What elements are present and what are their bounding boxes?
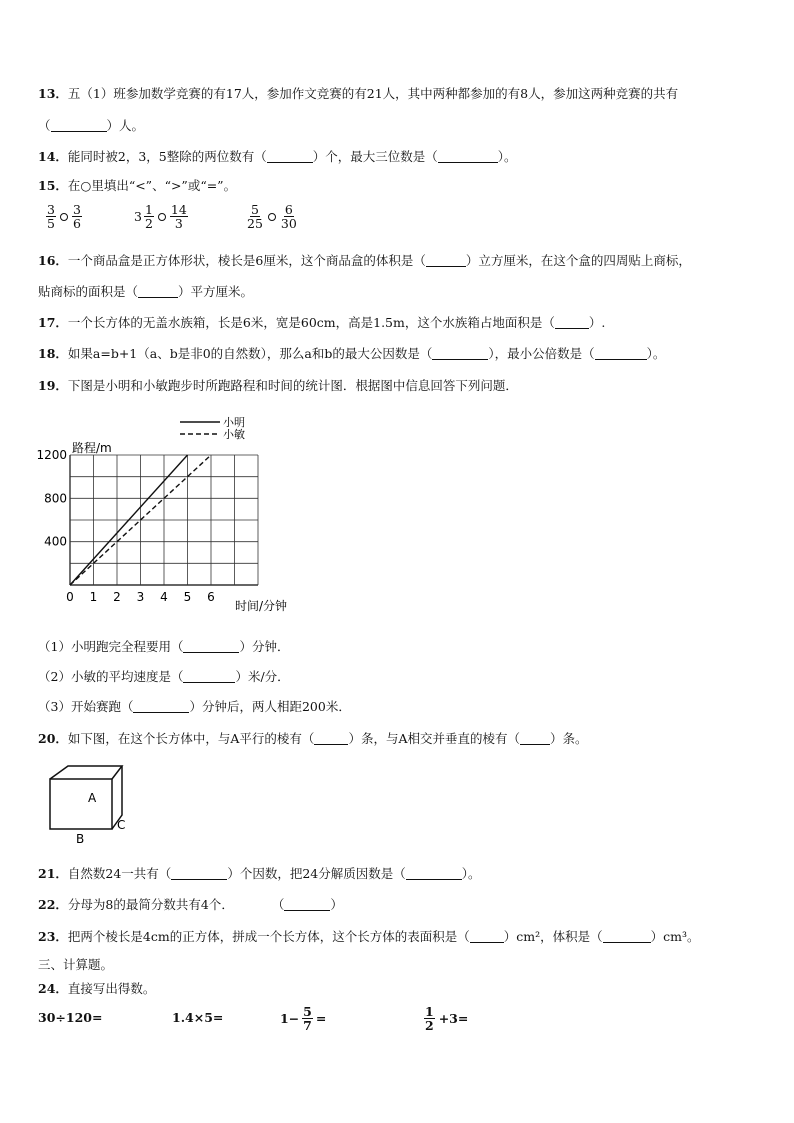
q15-c2-whole: 3 [134,209,142,225]
q19-sub-2 [38,667,290,685]
legend-label-1: 小明 [223,416,245,429]
q15-c2-right-fraction [170,203,188,230]
q16-blank-2[interactable] [138,285,178,298]
question-13 [38,84,678,102]
cuboid-figure [42,760,142,850]
chart-x-axis-label: 时间/分钟 [235,599,288,613]
q14-blank-1[interactable] [267,150,313,163]
legend-label-2: 小敏 [223,428,245,441]
question-19 [38,376,518,394]
x-tick-label: 5 [183,590,192,604]
q23-text-3: ）cm³。 [650,929,700,944]
q23-blank-2[interactable] [603,930,651,943]
denominator: 2 [144,216,153,232]
q23-number: 23． [38,929,68,944]
q22-paren-close: ） [330,897,343,912]
denominator: 25 [247,216,263,232]
q24-expr-3-prefix: 1− [280,1011,300,1027]
q24-expr-1-text: 30÷120= [38,1010,103,1025]
q24-expr-3-fraction [302,1005,313,1032]
q19-sub2-text-b: ）米/分． [235,669,290,684]
q19-text: 下图是小明和小敏跑步时所跑路程和时间的统计图．根据图中信息回答下列问题． [67,378,518,393]
q19-sub2-blank[interactable] [183,670,235,683]
q24-expr-4-suffix: +3= [438,1011,469,1027]
q13-answer-blank[interactable] [51,119,107,132]
q15-c1-left-fraction [46,203,56,230]
q15-text: 在○里填出“<”、“>”或“=”。 [67,178,237,193]
x-tick-label: 3 [136,590,145,604]
numerator: 5 [250,202,259,217]
numerator: 3 [47,202,55,217]
cuboid-label-a: A [88,791,97,805]
q16-text-3: 贴商标的面积是（ [38,284,139,299]
q21-blank-2[interactable] [406,867,462,880]
distance-time-chart [30,410,350,615]
x-tick-label: 0 [66,590,74,604]
q24-expr-1 [38,1010,102,1025]
question-15 [38,176,236,194]
denominator: 3 [174,216,183,232]
numerator: 6 [284,202,293,217]
cuboid-front-face [50,779,112,829]
q23-blank-1[interactable] [470,930,504,943]
y-tick-label: 800 [44,491,67,506]
q19-sub2-text-a: （2）小敏的平均速度是（ [38,669,184,684]
q16-text-1: 一个商品盒是正方体形状，棱长是6厘米，这个商品盒的体积是（ [67,253,426,268]
question-17 [38,313,605,331]
question-22 [38,895,343,913]
q18-blank-2[interactable] [595,347,647,360]
q15-compare-1 [46,203,82,230]
q16-text-2: ）立方厘米，在这个盒的四周贴上商标， [465,253,691,268]
q22-text-1: 分母为8的最简分数共有4个． [67,897,234,912]
q15-c1-right-fraction [72,203,82,230]
chart-legend [180,415,245,441]
q20-blank-1[interactable] [314,732,348,745]
x-tick-label: 2 [113,590,121,604]
q15-c2-circle-blank[interactable] [158,213,166,221]
q24-text: 直接写出得数。 [67,981,156,996]
q17-blank[interactable] [555,316,589,329]
section-3-title: 三、计算题。 [38,957,114,972]
denominator: 2 [425,1018,434,1034]
q23-text-1: 把两个棱长是4cm的正方体，拼成一个长方体，这个长方体的表面积是（ [67,929,470,944]
q18-text-2: ），最小公倍数是（ [488,346,595,361]
cuboid-label-b: B [76,832,85,846]
q19-sub-3 [38,697,351,715]
q24-expr-4 [424,1005,468,1032]
q21-blank-1[interactable] [171,867,227,880]
question-21 [38,864,481,882]
q13-paren-close: ）人。 [106,118,145,133]
q20-blank-2[interactable] [520,732,550,745]
q15-c3-right-fraction [280,203,298,230]
chart-y-axis-label: 路程/m [72,441,112,455]
question-13-cont [38,116,144,134]
q24-expr-4-fraction [424,1005,435,1032]
q15-number: 15． [38,178,68,193]
numerator: 14 [170,202,187,217]
q13-paren-open: （ [38,118,51,133]
question-18 [38,344,665,362]
q19-sub1-blank[interactable] [183,640,239,653]
question-16-cont [38,282,253,300]
q24-expr-2-text: 1.4×5= [172,1010,224,1025]
q22-blank[interactable] [284,898,330,911]
y-tick-label: 1200 [36,448,67,462]
q19-number: 19． [38,378,68,393]
q19-sub3-text-b: ）分钟后，两人相距200米． [189,699,351,714]
q19-sub1-text-b: ）分钟． [239,639,290,654]
q18-blank-1[interactable] [432,347,488,360]
question-16 [38,251,691,269]
q18-text-3: ）。 [646,346,666,361]
cuboid-top-face [50,766,122,779]
q14-text-1: 能同时被2，3，5整除的两位数有（ [67,149,267,164]
q15-c3-circle-blank[interactable] [268,213,276,221]
q20-number: 20． [38,731,68,746]
numerator: 3 [72,202,81,217]
numerator: 1 [425,1004,434,1019]
q14-text-3: ）。 [497,149,517,164]
q20-text-2: ）条，与A相交并垂直的棱有（ [348,731,520,746]
x-tick-label: 6 [207,590,215,604]
q17-number: 17． [38,315,68,330]
q22-paren-open: （ [271,897,285,912]
q16-number: 16． [38,253,68,268]
chart-grid [70,455,258,585]
q24-expr-3 [280,1005,326,1032]
q14-blank-2[interactable] [438,150,498,163]
q17-text-1: 一个长方体的无盖水族箱，长是6米，宽是60cm，高是1.5m，这个水族箱占地面积是（ [67,315,555,330]
q13-number: 13． [38,86,68,101]
q18-text-1: 如果a=b+1（a、b是非0的自然数），那么a和b的最大公因数是（ [67,346,433,361]
denominator: 6 [72,216,81,232]
cuboid-label-c: C [117,818,126,832]
x-tick-label: 1 [89,590,98,604]
question-20 [38,729,587,747]
q15-c3-left-fraction [246,203,264,230]
q21-text-1: 自然数24一共有（ [67,866,172,881]
q14-text-2: ）个，最大三位数是（ [312,149,438,164]
q19-sub3-text-a: （3）开始赛跑（ [38,699,134,714]
q21-text-3: ）。 [461,866,481,881]
q19-sub1-text-a: （1）小明跑完全程要用（ [38,639,184,654]
numerator: 1 [144,202,153,217]
question-24 [38,979,155,997]
q16-blank-1[interactable] [426,254,466,267]
q19-sub-1 [38,637,289,655]
q15-compare-2 [134,203,188,230]
q14-number: 14． [38,149,68,164]
denominator: 7 [303,1018,312,1034]
q20-text-1: 如下图，在这个长方体中，与A平行的棱有（ [67,731,315,746]
q21-text-2: ）个因数，把24分解质因数是（ [227,866,406,881]
y-tick-label: 400 [44,534,67,549]
q17-text-2: ）. [588,315,606,330]
q22-number: 22． [38,897,68,912]
question-23 [38,927,699,945]
q13-text-a: 五（1）班参加数学竞赛的有17人，参加作文竞赛的有21人，其中两种都参加的有8人，参加这两种竞赛的共有 [67,86,679,101]
x-tick-label: 4 [160,590,168,604]
q19-sub3-blank[interactable] [133,700,189,713]
numerator: 5 [303,1004,312,1019]
q15-c2-left-fraction [144,203,154,230]
q24-expr-2 [172,1010,223,1025]
q23-text-2: ）cm²，体积是（ [503,929,603,944]
chart-ticks [36,448,214,604]
q15-compare-3 [246,203,298,230]
q18-number: 18． [38,346,68,361]
q20-text-3: ）条。 [549,731,588,746]
question-14 [38,147,517,165]
q16-text-4: ）平方厘米。 [178,284,254,299]
q15-c1-circle-blank[interactable] [60,213,68,221]
q21-number: 21． [38,866,68,881]
denominator: 30 [280,216,297,232]
section-3-heading [38,955,113,973]
denominator: 5 [47,216,55,232]
q24-expr-3-suffix: = [315,1011,327,1027]
q24-number: 24． [38,981,68,996]
